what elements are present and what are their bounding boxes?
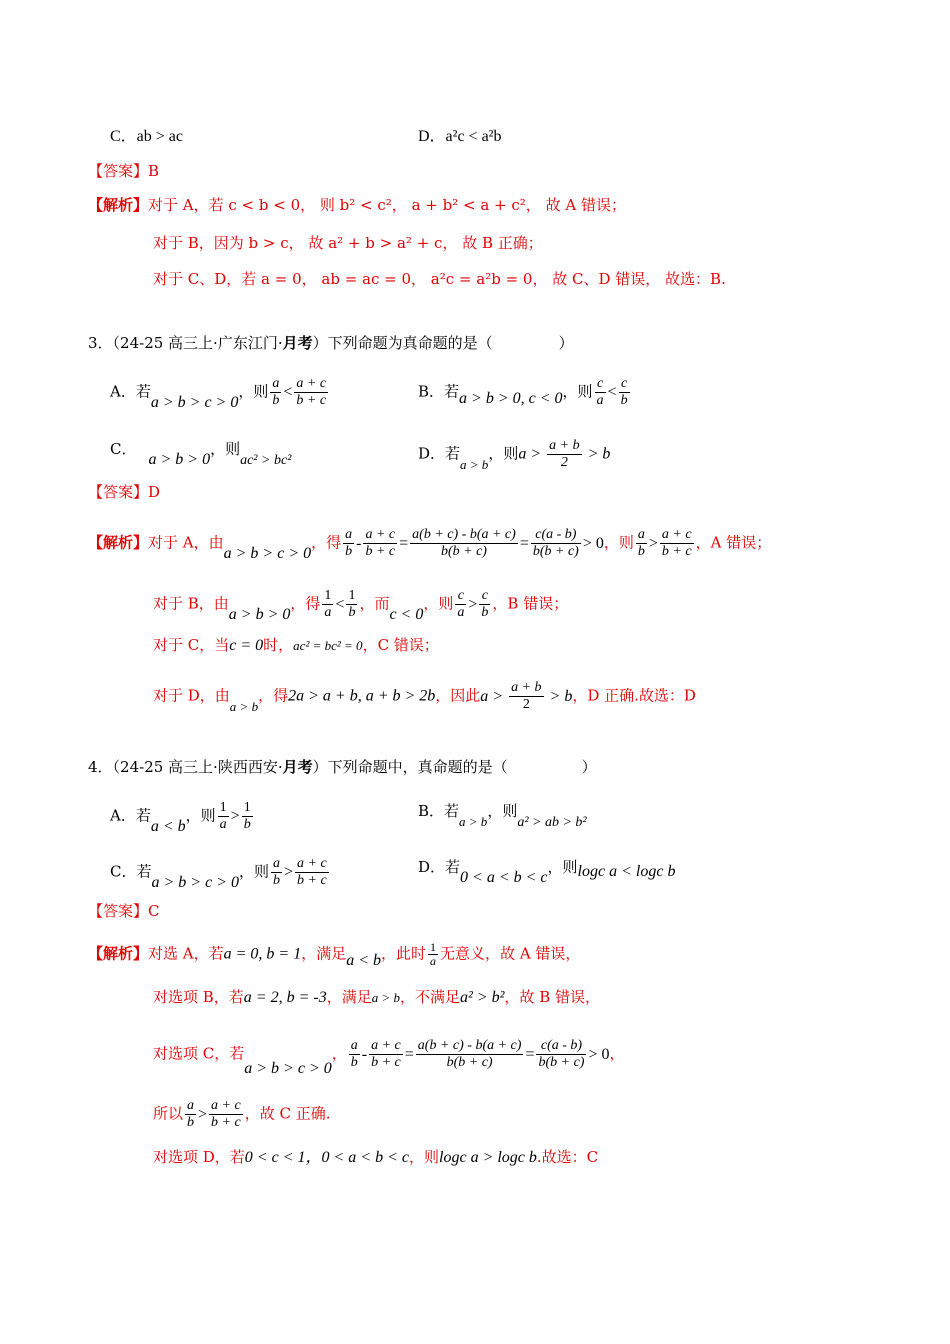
analysis-tag: 【解析】 bbox=[88, 533, 149, 552]
option-condition: a > b > c > 0 bbox=[151, 873, 239, 891]
q3-stem bbox=[88, 332, 574, 354]
analysis-condition: c = 0 bbox=[229, 637, 264, 654]
analysis-text: ， bbox=[331, 1044, 347, 1063]
analysis-condition: a > b > c > 0 bbox=[223, 544, 312, 562]
analysis-text: ，得 bbox=[258, 686, 289, 705]
answer-tag: 【答案】 bbox=[88, 483, 149, 501]
fraction-apc-over-bpc: $\frac{a + c}{b + c}$ bbox=[297, 856, 327, 888]
analysis-text: .故选：C bbox=[536, 1148, 599, 1166]
analysis-text: ，因此 bbox=[435, 686, 481, 705]
analysis-text: 对于 D，由 bbox=[153, 686, 230, 705]
analysis-formula-1: $\frac{a}{b}$ - $\frac{a + c}{b + c}$ = $\frac{a(b + c) - b(a + c)}{b(b + c)}$ = $\frac{c(a - b)}{b(b + c)}$ > 0 bbox=[345, 527, 604, 559]
analysis-text: ，则 bbox=[409, 1148, 440, 1166]
analysis-text: ，满足 bbox=[326, 988, 372, 1006]
question-source-em: 月考 bbox=[282, 758, 313, 776]
analysis-text: ，则 bbox=[423, 594, 454, 613]
q4-analysis-line-5 bbox=[153, 1146, 598, 1169]
analysis-condition: a = 2, b = -3 bbox=[243, 989, 327, 1006]
answer-value: C bbox=[148, 902, 160, 920]
q2-analysis-line-3: 对于 C、D，若 a = 0， ab = ac = 0， a²c = a²b = 0， 故 C、D 错误， 故选：B. bbox=[153, 270, 726, 288]
analysis-text: ，故 B 错误， bbox=[504, 988, 600, 1006]
question-source-em: 月考 bbox=[282, 334, 313, 352]
fraction-a-over-b: $\frac{a}{b}$ bbox=[272, 376, 280, 408]
option-then: ，则 bbox=[488, 444, 519, 463]
option-conclusion: ac² > bc² bbox=[240, 453, 292, 468]
option-prefix: C．若 bbox=[110, 862, 152, 881]
analysis-text: 对选项 C，若 bbox=[153, 1044, 245, 1063]
analysis-formula: $\frac{c}{a}$ > $\frac{c}{b}$ bbox=[457, 588, 489, 620]
q4-analysis-line-2 bbox=[153, 986, 600, 1009]
option-prefix: A．若 bbox=[110, 382, 151, 401]
analysis-text: ，不满足 bbox=[400, 988, 461, 1006]
option-condition: a > b > c > 0 bbox=[150, 393, 239, 411]
analysis-tag: 【解析】 bbox=[88, 944, 149, 963]
analysis-text: 对于 A，由 bbox=[148, 533, 224, 552]
question-paren-close: ） bbox=[558, 334, 574, 352]
option-then: ，则 bbox=[238, 862, 269, 881]
q3-analysis-line-4 bbox=[153, 680, 696, 713]
option-prefix: D．若 bbox=[418, 444, 461, 463]
question-text: ）下列命题中，真命题的是（ bbox=[312, 758, 508, 776]
analysis-formula: $\frac{1}{a}$ bbox=[430, 940, 437, 968]
answer-value: D bbox=[148, 483, 161, 501]
fraction-c-over-a: $\frac{c}{a}$ bbox=[596, 376, 604, 408]
q4-option-b bbox=[418, 800, 587, 830]
analysis-formula: $\frac{1}{a}$ < $\frac{1}{b}$ bbox=[324, 588, 356, 620]
analysis-text: 所以 bbox=[153, 1104, 184, 1123]
analysis-expression: 2a > a + b, a + b > 2b bbox=[288, 687, 436, 705]
q2-analysis-line-2: 对于 B，因为 b > c， 故 a² + b > a² + c， 故 B 正确； bbox=[153, 234, 543, 252]
question-source: （24-25 高三上·广东江门· bbox=[112, 334, 283, 352]
q3-option-c bbox=[110, 438, 292, 468]
fraction-a-over-b: $\frac{a}{b}$ bbox=[273, 856, 280, 888]
option-then: ，则 bbox=[562, 382, 593, 401]
analysis-condition: a < b bbox=[346, 951, 382, 969]
analysis-text: 时， bbox=[263, 636, 294, 654]
fraction-apc-over-bpc: $\frac{a + c}{b + c}$ bbox=[296, 376, 327, 408]
option-condition: a > b > 0 bbox=[148, 451, 211, 468]
option-condition: a > b bbox=[459, 814, 488, 829]
option-condition: a > b bbox=[460, 456, 489, 472]
q3-option-a: A．若a > b > c > 0，则 $\frac{a}{b}$ < $\frac{a + c}{b + c}$ bbox=[110, 376, 327, 411]
answer-tag: 【答案】 bbox=[88, 902, 149, 920]
analysis-formula: $\frac{a}{b}$ > $\frac{a + c}{b + c}$ bbox=[187, 1098, 241, 1130]
analysis-condition: a = 0, b = 1 bbox=[223, 945, 302, 963]
analysis-conclusion: logc a > logc b bbox=[439, 1149, 537, 1166]
q2-option-d: D．a²c < a²b bbox=[418, 128, 502, 145]
analysis-formula-2: $\frac{a}{b}$ > $\frac{a + c}{b + c}$ bbox=[637, 527, 692, 559]
analysis-text: 对于 A，若 c < b < 0， 则 b² < c²， a + b² < a + c²， 故 A 错误； bbox=[148, 196, 626, 214]
question-number: 3． bbox=[88, 334, 113, 352]
q3-answer bbox=[88, 481, 160, 503]
analysis-text: ，C 错误； bbox=[362, 636, 439, 654]
analysis-text: ，A 错误； bbox=[695, 533, 772, 552]
answer-value: B bbox=[148, 162, 160, 180]
analysis-condition: a² > b² bbox=[460, 989, 505, 1006]
q2-answer bbox=[88, 160, 159, 182]
analysis-text: 对选 A，若 bbox=[148, 944, 224, 963]
question-number: 4． bbox=[88, 758, 113, 776]
analysis-text: ，此时 bbox=[381, 944, 427, 963]
analysis-formula: $\frac{a}{b}$ - $\frac{a + c}{b + c}$ = $\frac{a(b + c) - b(a + c)}{b(b + c)}$ = $\frac{c(a - b)}{b(b + c)}$ > 0 bbox=[350, 1038, 610, 1070]
analysis-tag: 【解析】 bbox=[88, 196, 149, 214]
option-condition: a > b > 0, c < 0 bbox=[459, 389, 563, 407]
analysis-text: ，则 bbox=[603, 533, 634, 552]
option-prefix: A．若 bbox=[110, 806, 151, 825]
q4-analysis-line-4 bbox=[153, 1098, 331, 1131]
option-prefix: B．若 bbox=[418, 802, 460, 820]
option-prefix: C． bbox=[110, 440, 137, 458]
option-then: ，则 bbox=[547, 858, 578, 876]
q3-option-d: D．若a > b，则a > $\frac{a + b}{2}$ > b bbox=[418, 438, 611, 472]
analysis-text: 无意义，故 A 错误， bbox=[440, 944, 581, 963]
analysis-condition: a > b bbox=[229, 698, 259, 714]
q3-analysis-line-3 bbox=[153, 634, 439, 657]
answer-tag: 【答案】 bbox=[88, 162, 149, 180]
analysis-text: ，得 bbox=[290, 594, 321, 613]
q4-answer bbox=[88, 900, 160, 922]
question-source: （24-25 高三上·陕西西安· bbox=[112, 758, 283, 776]
analysis-text: ，故 C 正确. bbox=[244, 1104, 331, 1123]
question-paren-close: ） bbox=[581, 758, 597, 776]
option-prefix: D．若 bbox=[418, 858, 461, 876]
analysis-text: ，得 bbox=[311, 533, 342, 552]
q4-stem bbox=[88, 756, 597, 778]
question-text: ）下列命题为真命题的是（ bbox=[312, 334, 493, 352]
fraction-apb-over-2: $\frac{a + b}{2}$ bbox=[549, 438, 580, 470]
analysis-condition: a > b > c > 0 bbox=[244, 1059, 332, 1077]
q3-option-b: B．若a > b > 0, c < 0，则 $\frac{c}{a}$ < $\frac{c}{b}$ bbox=[418, 376, 628, 408]
q3-analysis-line-1 bbox=[88, 527, 771, 560]
option-conclusion: logc a < logc b bbox=[577, 863, 676, 880]
option-then: ，则 bbox=[185, 806, 216, 825]
analysis-text: ，D 正确.故选：D bbox=[572, 686, 696, 705]
analysis-text: 对于 B，由 bbox=[153, 594, 229, 613]
fraction-1-over-b: $\frac{1}{b}$ bbox=[243, 800, 251, 832]
analysis-text: 对于 C，当 bbox=[153, 636, 230, 654]
option-condition: a < b bbox=[150, 817, 186, 835]
analysis-text: ，而 bbox=[359, 594, 390, 613]
fraction-1-over-a: $\frac{1}{a}$ bbox=[219, 800, 227, 832]
analysis-condition: 0 < c < 1，0 < a < b < c bbox=[244, 1149, 409, 1166]
q4-option-a: A．若a < b，则 $\frac{1}{a}$ > $\frac{1}{b}$ bbox=[110, 800, 251, 835]
analysis-expression: ac² = bc² = 0 bbox=[293, 638, 363, 653]
analysis-condition: c < 0 bbox=[389, 605, 424, 623]
analysis-text: ，B 错误； bbox=[492, 594, 569, 613]
option-then: ，则 bbox=[238, 382, 269, 401]
analysis-condition: a > b bbox=[371, 990, 401, 1005]
q3-analysis-line-2 bbox=[153, 588, 568, 621]
analysis-text: 对选项 D，若 bbox=[153, 1148, 245, 1166]
analysis-text: ，满足 bbox=[301, 944, 347, 963]
option-condition: 0 < a < b < c bbox=[460, 869, 548, 886]
option-conclusion: a² > ab > b² bbox=[517, 815, 587, 830]
q4-option-c: C．若a > b > c > 0，则 $\frac{a}{b}$ > $\frac{a + c}{b + c}$ bbox=[110, 856, 327, 891]
analysis-text: 对选项 B，若 bbox=[153, 988, 244, 1006]
q2-analysis-line-1 bbox=[88, 194, 626, 216]
q4-analysis-line-3: 对选项 C，若a > b > c > 0， $\frac{a}{b}$ - $\frac{a + c}{b + c}$ = $\frac{a(b + c) - b(a + c)}{b(b + c)}$ = $\frac{c(a - b)}{b(b + c)}$ > 0， bbox=[153, 1038, 625, 1077]
analysis-formula: a > $\frac{a + b}{2}$ > b bbox=[480, 680, 573, 712]
option-then: ，则 bbox=[487, 802, 518, 820]
analysis-condition: a > b > 0 bbox=[228, 605, 291, 623]
q4-analysis-line-1 bbox=[88, 941, 580, 968]
q4-option-d bbox=[418, 856, 676, 886]
fraction-c-over-b: $\frac{c}{b}$ bbox=[620, 376, 628, 408]
q2-option-c: C．ab > ac bbox=[110, 128, 184, 145]
option-prefix: B．若 bbox=[418, 382, 460, 401]
option-then: ，则 bbox=[210, 440, 241, 458]
